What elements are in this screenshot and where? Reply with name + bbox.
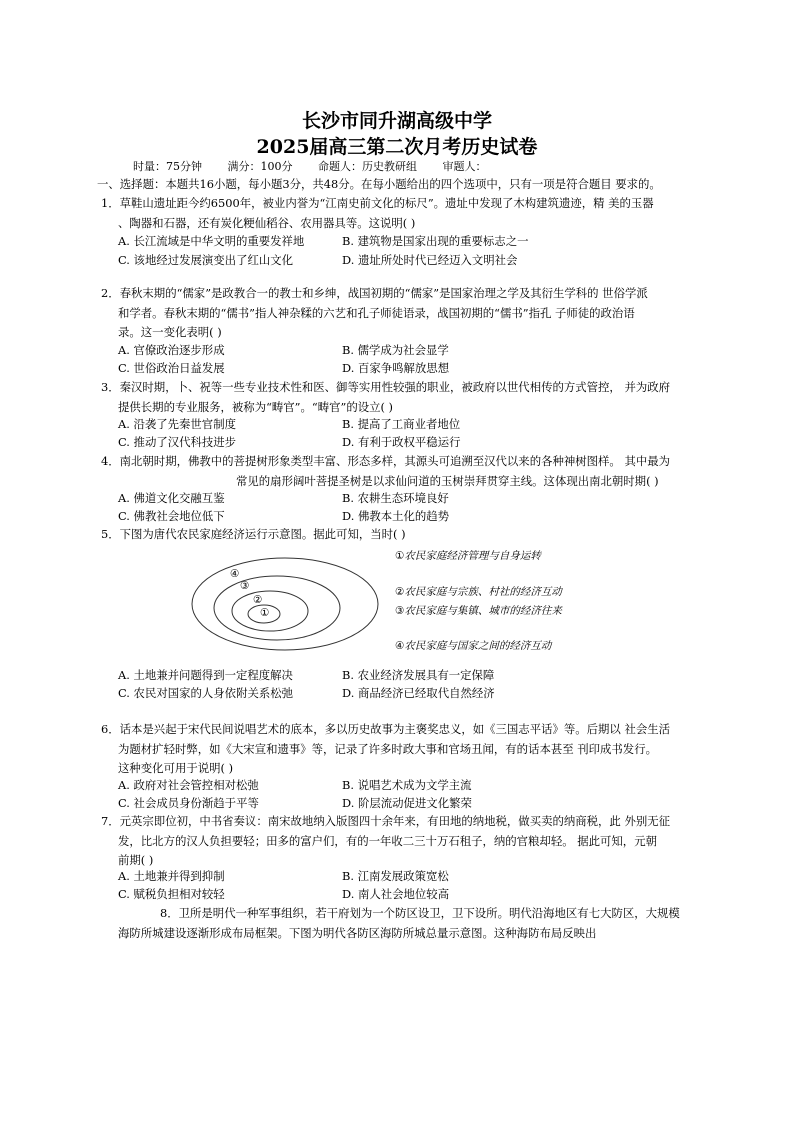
question-stem-line: 2．春秋末期的“儒家”是政教合一的教士和乡绅，战国初期的“儒家”是国家治理之学及其衍生学科的 世俗学派 — [101, 286, 648, 300]
diagram-label-4: ④农民家庭与国家之间的经济互动 — [395, 640, 552, 652]
exam-author: 命题人：历史教研组 — [318, 160, 417, 173]
question-8-stem — [118, 904, 680, 943]
question-7-option-d[interactable]: D. 南人社会地位较高 — [342, 887, 450, 901]
question-1-option-a[interactable]: A. 长江流域是中华文明的重要发祥地 — [118, 234, 305, 248]
question-4-option-a[interactable]: A. 佛道文化交融互鉴 — [118, 491, 225, 505]
question-3-option-b[interactable]: B. 提高了工商业者地位 — [342, 417, 461, 431]
exam-reviewer: 审题人： — [442, 160, 487, 173]
exam-title: 2025届高三第二次月考历史试卷 — [256, 136, 538, 158]
question-stem-line: 、陶器和石器，还有炭化粳仙稻谷、农用器具等。这说明( ) — [118, 215, 416, 230]
question-4-stem — [101, 452, 670, 491]
question-5-option-a[interactable]: A. 土地兼并问题得到一定程度解决 — [118, 668, 293, 682]
question-1-stem — [101, 194, 654, 233]
question-6-option-d[interactable]: D. 阶层流动促进文化繁荣 — [342, 796, 472, 810]
question-stem-line: 录。这一变化表明( ) — [118, 325, 222, 339]
question-6-option-b[interactable]: B. 说唱艺术成为文学主流 — [342, 778, 472, 792]
question-5-stem — [101, 525, 406, 545]
question-stem-line: 常见的扇形阔叶菩提圣树是以求仙问道的玉树崇拜贯穿主线。这体现出南北朝时期( ) — [236, 473, 659, 488]
question-7-option-b[interactable]: B. 江南发展政策宽松 — [342, 869, 449, 883]
circle-number: ③ — [240, 580, 250, 592]
question-stem-line: 为题材扩轻时弊，如《大宋宣和遗事》等，记录了许多时政大事和官场丑闻，有的话本甚至 刊印成书发行。 — [118, 741, 657, 756]
question-1-option-c[interactable]: C. 该地经过发展演变出了红山文化 — [118, 253, 294, 267]
question-7-stem — [101, 812, 670, 871]
circle-number: ① — [260, 607, 270, 619]
question-stem-line: 1．草鞋山遗址距今约6500年，被业内誉为“江南史前文化的标尺”。遗址中发现了木构建筑遗迹，精 美的玉器 — [101, 196, 654, 210]
question-1-option-d[interactable]: D. 遗址所处时代已经迈入文明社会 — [342, 253, 518, 267]
question-3-option-c[interactable]: C. 推动了汉代科技进步 — [118, 435, 237, 449]
circle-4 — [192, 558, 378, 650]
question-6-stem — [101, 720, 670, 779]
question-1-option-b[interactable]: B. 建筑物是国家出现的重要标志之一 — [342, 234, 529, 248]
question-6-option-c[interactable]: C. 社会成员身份渐趋于平等 — [118, 796, 259, 810]
question-3-stem — [101, 378, 670, 417]
question-2-stem — [101, 284, 648, 343]
concentric-circles — [190, 548, 390, 660]
question-stem-line: 和学者。春秋末期的“儒书”指人神杂糅的六艺和孔子师徒语录，战国初期的“儒书”指孔 子师徒的政治语 — [118, 305, 635, 320]
exam-time: 时量：75分钟 — [133, 160, 202, 173]
school-title: 长沙市同升湖高级中学 — [301, 110, 492, 132]
question-6-option-a[interactable]: A. 政府对社会管控相对松弛 — [118, 778, 259, 792]
question-stem-line: 4．南北朝时期，佛教中的菩提树形象类型丰富、形态多样，其源头可追溯至汉代以来的各种神树图样。 其中最为 — [101, 454, 671, 468]
section-heading: 一、选择题：本题共16小题，每小题3分，共48分。在每小题给出的四个选项中，只有一项是符合题目 要求的。 — [97, 177, 661, 191]
question-3-option-d[interactable]: D. 有利于政权平稳运行 — [342, 435, 461, 449]
economy-circle-diagram — [190, 548, 610, 660]
question-7-option-a[interactable]: A. 土地兼并得到抑制 — [118, 869, 225, 883]
question-5-option-d[interactable]: D. 商品经济已经取代自然经济 — [342, 686, 495, 700]
question-4-option-c[interactable]: C. 佛教社会地位低下 — [118, 509, 225, 523]
circle-number: ② — [253, 594, 263, 606]
question-stem-line: 5．下图为唐代农民家庭经济运行示意图。据此可知，当时( ) — [101, 527, 406, 541]
diagram-label-1: ①农民家庭经济管理与自身运转 — [395, 550, 541, 562]
circle-number: ④ — [230, 568, 240, 580]
question-5-option-c[interactable]: C. 农民对国家的人身依附关系松弛 — [118, 686, 294, 700]
question-2-option-a[interactable]: A. 官僚政治逐步形成 — [118, 343, 225, 357]
question-stem-line: 前期( ) — [118, 853, 154, 867]
question-4-option-d[interactable]: D. 佛教本土化的趋势 — [342, 509, 450, 523]
circle-2 — [232, 591, 308, 631]
question-2-option-b[interactable]: B. 儒学成为社会显学 — [342, 343, 449, 357]
question-stem-line: 海防所城建设逐渐形成布局框架。下图为明代各防区海防所城总量示意图。这种海防布局反映出 — [118, 925, 597, 940]
question-5-option-b[interactable]: B. 农业经济发展具有一定保障 — [342, 668, 495, 682]
question-2-option-d[interactable]: D. 百家争鸣解放思想 — [342, 361, 450, 375]
exam-score: 满分：100分 — [227, 160, 293, 173]
question-stem-line: 8．卫所是明代一种军事组织，若干府划为一个防区设卫，卫下设所。明代沿海地区有七大防区，大规模 — [160, 906, 680, 920]
question-stem-line: 6．话本是兴起于宋代民间说唱艺术的底本，多以历史故事为主褒奖忠义，如《三国志平话》等。后期以 社会生活 — [101, 722, 671, 736]
question-stem-line: 这种变化可用于说明( ) — [118, 761, 234, 775]
question-3-option-a[interactable]: A. 沿袭了先秦世官制度 — [118, 417, 236, 431]
question-stem-line: 提供长期的专业服务，被称为“畴官”。“畴官”的设立( ) — [118, 399, 394, 414]
question-4-option-b[interactable]: B. 农耕生态环境良好 — [342, 491, 449, 505]
question-stem-line: 发，比北方的汉人负担要轻；田多的富户们，有的一年收二三十万石租子，纳的官粮却轻。 据此可知，元朝 — [118, 833, 657, 848]
question-2-option-c[interactable]: C. 世俗政治日益发展 — [118, 361, 225, 375]
question-stem-line: 3．秦汉时期，卜、祝等一些专业技术性和医、御等实用性较强的职业，被政府以世代相传的方式管控， 并为政府 — [101, 380, 671, 394]
diagram-label-3: ③农民家庭与集镇、城市的经济往来 — [395, 605, 562, 617]
question-stem-line: 7．元英宗即位初，中书省奏议：南宋故地纳入版图四十余年来，有田地的纳地税，做买卖的纳商税，此 外别无征 — [101, 814, 671, 828]
question-7-option-c[interactable]: C. 赋税负担相对较轻 — [118, 887, 225, 901]
diagram-label-2: ②农民家庭与宗族、村社的经济互动 — [395, 586, 562, 598]
exam-meta — [133, 158, 509, 174]
